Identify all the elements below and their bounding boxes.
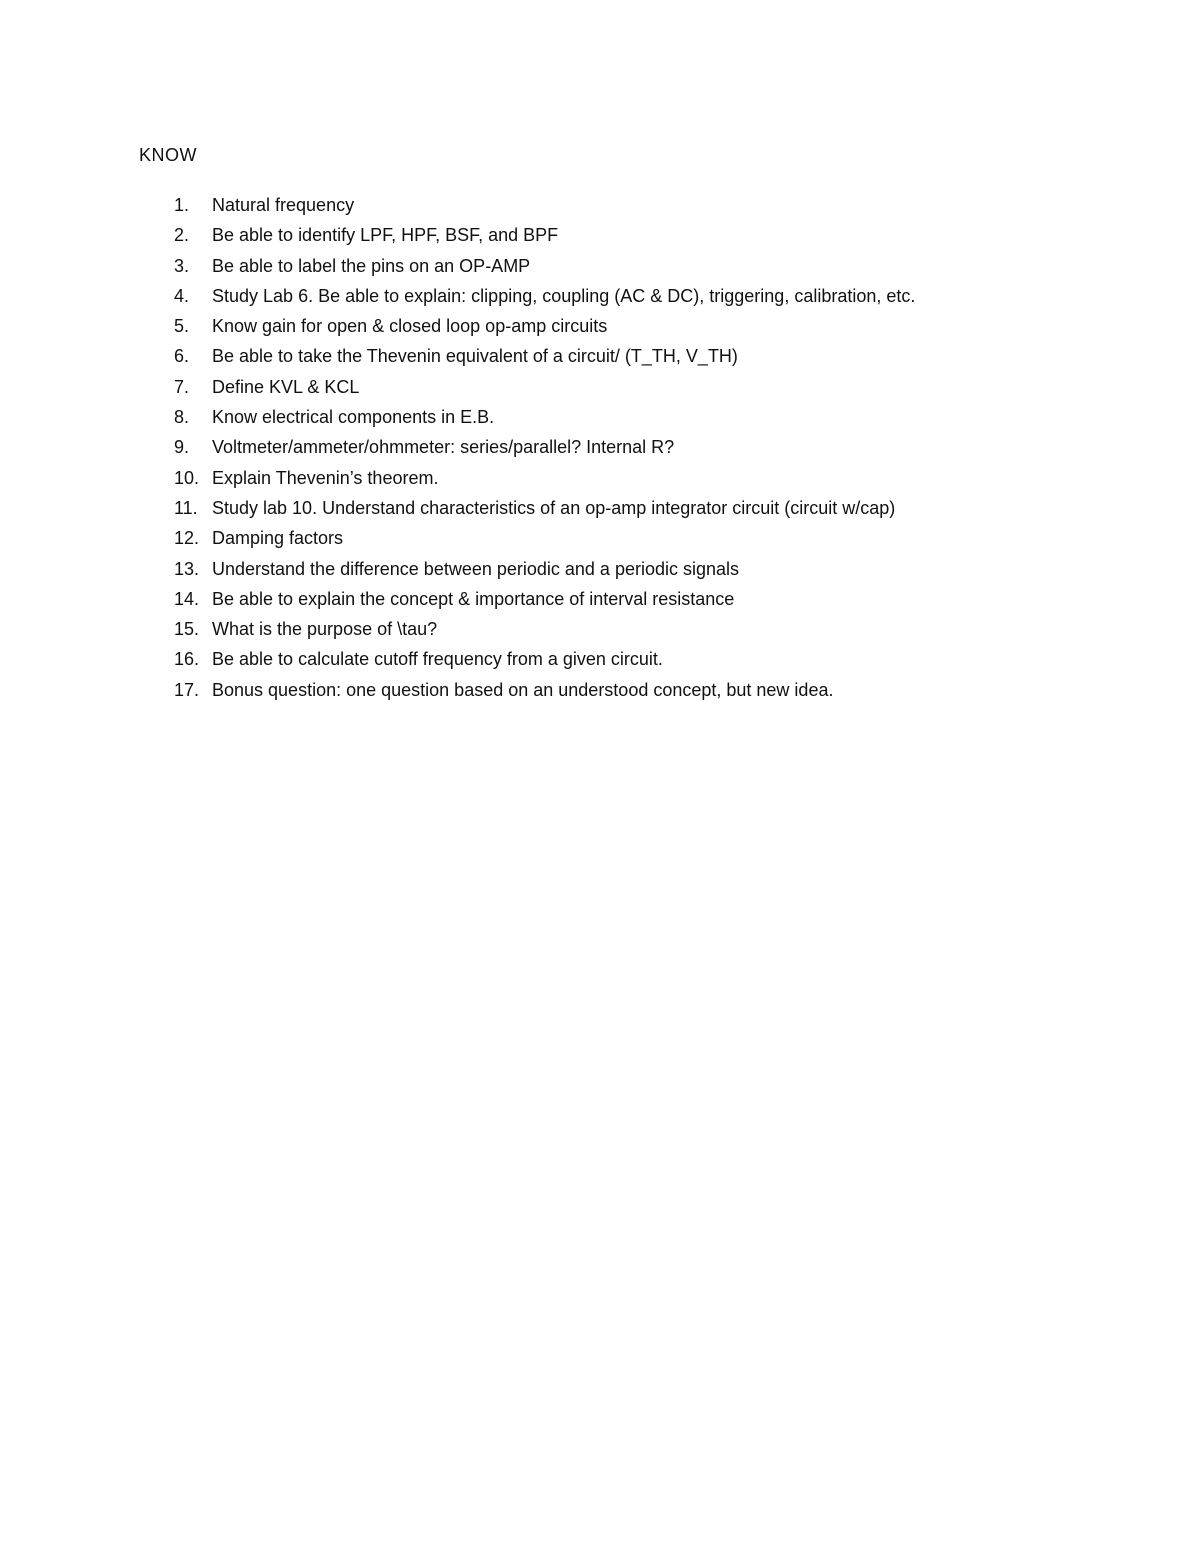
item-number: 15. xyxy=(174,619,200,640)
item-number: 8. xyxy=(174,407,190,428)
item-text: Know electrical components in E.B. xyxy=(212,407,495,428)
list-item xyxy=(0,587,1200,617)
item-text: Define KVL & KCL xyxy=(212,376,360,397)
study-list xyxy=(0,193,1200,708)
item-text: Be able to explain the concept & importance of interval resistance xyxy=(212,588,735,609)
list-item xyxy=(0,678,1200,708)
item-text: Study Lab 6. Be able to explain: clipping, coupling (AC & DC), triggering, calibration, etc. xyxy=(212,285,916,306)
list-item xyxy=(0,223,1200,253)
list-item xyxy=(0,557,1200,587)
item-number: 13. xyxy=(174,558,200,579)
list-item xyxy=(0,284,1200,314)
item-text: Study lab 10. Understand characteristics of an op-amp integrator circuit (circuit w/cap) xyxy=(212,497,896,518)
item-text: Be able to calculate cutoff frequency from a given circuit. xyxy=(212,649,663,670)
item-number: 11. xyxy=(174,497,198,518)
item-number: 2. xyxy=(174,225,190,246)
item-number: 4. xyxy=(174,285,190,306)
item-text: Damping factors xyxy=(212,528,344,549)
item-number: 3. xyxy=(174,255,190,276)
item-text: Understand the difference between periodic and a periodic signals xyxy=(212,558,740,579)
list-item xyxy=(0,496,1200,526)
item-text: Be able to label the pins on an OP-AMP xyxy=(212,255,531,276)
item-text: Know gain for open & closed loop op-amp circuits xyxy=(212,316,608,337)
list-item xyxy=(0,526,1200,556)
item-number: 16. xyxy=(174,649,200,670)
item-number: 9. xyxy=(174,437,190,458)
list-item xyxy=(0,344,1200,374)
list-item xyxy=(0,375,1200,405)
list-item xyxy=(0,647,1200,677)
item-number: 7. xyxy=(174,376,190,397)
list-item xyxy=(0,314,1200,344)
item-number: 10. xyxy=(174,467,200,488)
item-text: Voltmeter/ammeter/ohmmeter: series/parallel? Internal R? xyxy=(212,437,675,458)
item-number: 5. xyxy=(174,316,190,337)
item-number: 6. xyxy=(174,346,190,367)
item-text: Be able to identify LPF, HPF, BSF, and BPF xyxy=(212,225,559,246)
list-item xyxy=(0,405,1200,435)
list-item xyxy=(0,435,1200,465)
item-number: 12. xyxy=(174,528,200,549)
item-text: Be able to take the Thevenin equivalent of a circuit/ (T_TH, V_TH) xyxy=(212,346,738,367)
item-text: Explain Thevenin’s theorem. xyxy=(212,467,439,488)
item-text: Bonus question: one question based on an understood concept, but new idea. xyxy=(212,679,834,700)
list-item xyxy=(0,617,1200,647)
item-text: What is the purpose of \tau? xyxy=(212,619,438,640)
document-heading: KNOW xyxy=(139,145,197,165)
item-number: 1. xyxy=(174,195,190,215)
item-number: 17. xyxy=(174,679,200,700)
list-item xyxy=(0,254,1200,284)
item-number: 14. xyxy=(174,588,200,609)
list-item xyxy=(0,466,1200,496)
item-text: Natural frequency xyxy=(212,195,355,215)
list-item xyxy=(0,193,1200,223)
